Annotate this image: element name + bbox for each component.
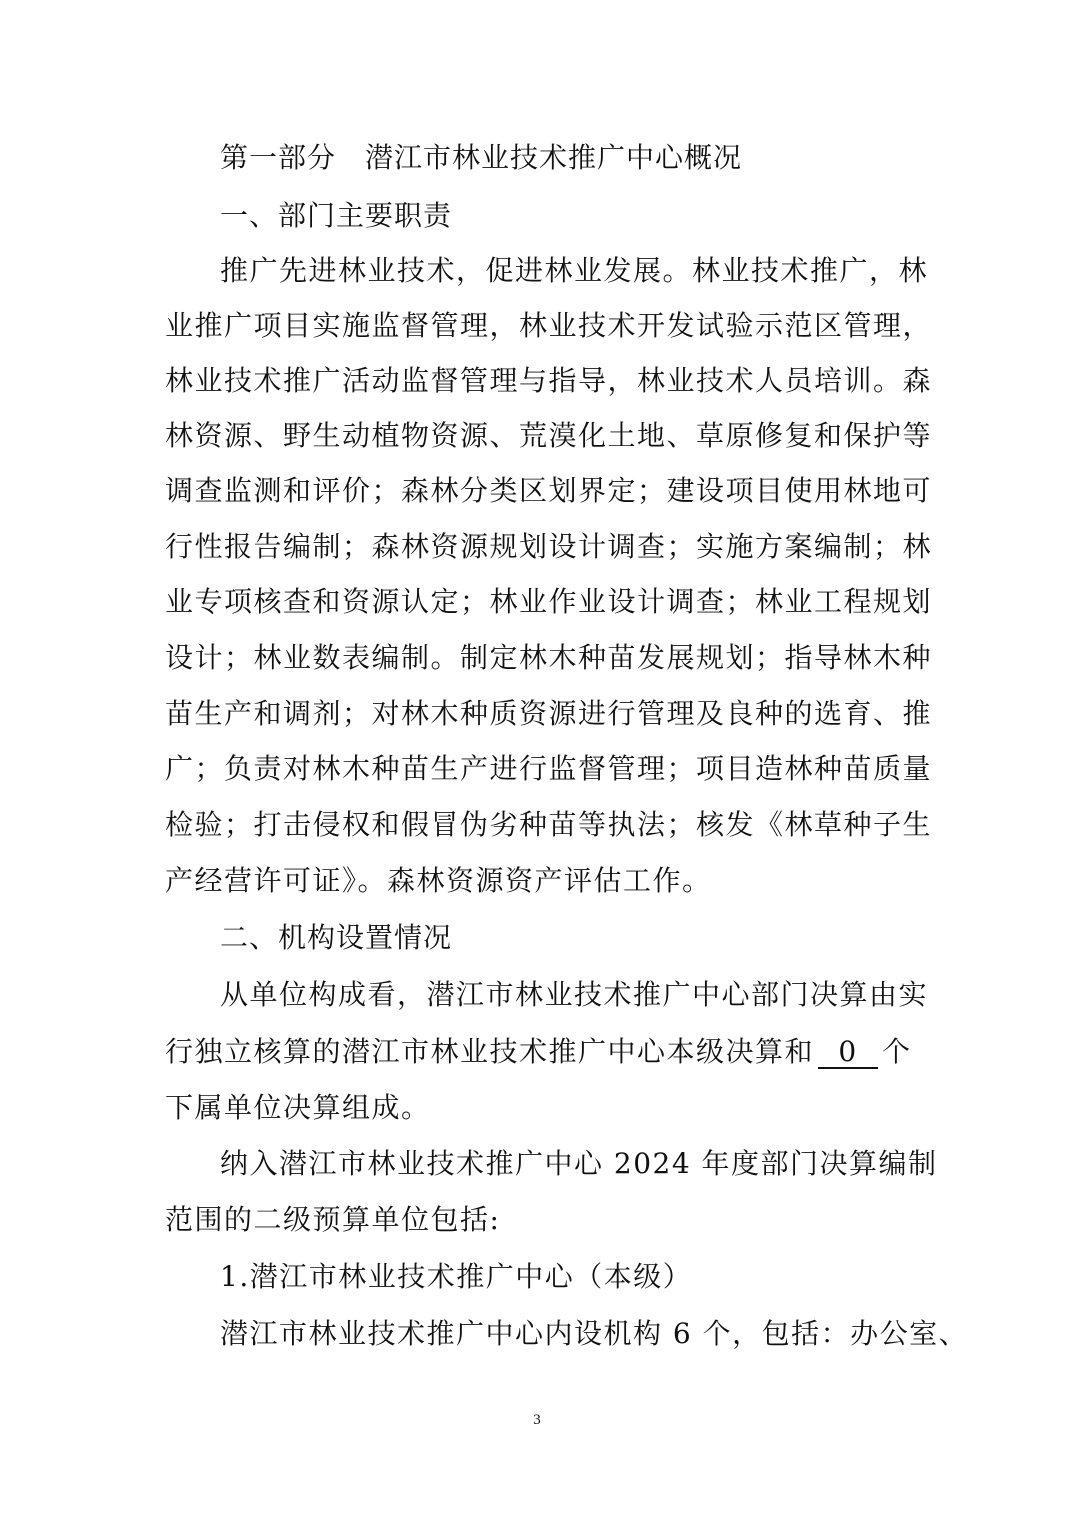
section2-para2-line1: 纳入潜江市林业技术推广中心 2024 年度部门决算编制 <box>220 1147 938 1180</box>
section1-line: 行性报告编制；森林资源规划设计调查；实施方案编制；林 <box>165 530 933 563</box>
part-title: 第一部分 潜江市林业技术推广中心概况 <box>220 141 743 174</box>
section1-line: 产经营许可证》。森林资源资产评估工作。 <box>165 864 712 897</box>
section1-line: 业推广项目实施监督管理，林业技术开发试验示范区管理， <box>165 309 933 342</box>
para1-line2-prefix: 行独立核算的潜江市林业技术推广中心本级决算和 <box>165 1035 815 1068</box>
section1-line: 广；负责对林木种苗生产进行监督管理；项目造林种苗质量 <box>165 752 933 785</box>
section2-para1-line1: 从单位构成看，潜江市林业技术推广中心部门决算由实 <box>220 978 929 1011</box>
page-number: 3 <box>533 1412 541 1428</box>
section1-line: 检验；打击侵权和假冒伪劣种苗等执法；核发《林草种子生 <box>165 808 933 841</box>
section1-line: 林资源、野生动植物资源、荒漠化土地、草原修复和保护等 <box>165 419 933 452</box>
section1-line: 调查监测和评价；森林分类区划界定；建设项目使用林地可 <box>165 474 933 507</box>
section1-heading: 一、部门主要职责 <box>220 199 453 232</box>
unit-list-item: 1.潜江市林业技术推广中心（本级） <box>220 1260 693 1293</box>
internal-structure-line: 潜江市林业技术推广中心内设机构 6 个，包括：办公室、 <box>220 1317 969 1350</box>
section1-line: 苗生产和调剂；对林木种质资源进行管理及良种的选育、推 <box>165 697 933 730</box>
section2-para1-line2 <box>165 1024 925 1080</box>
section2-para2-line2: 范围的二级预算单位包括: <box>165 1203 501 1236</box>
section1-line: 林业技术推广活动监督管理与指导，林业技术人员培训。森 <box>165 364 933 397</box>
section2-heading: 二、机构设置情况 <box>220 921 453 954</box>
section1-line: 业专项核查和资源认定；林业作业设计调查；林业工程规划 <box>165 585 933 618</box>
para1-line2-suffix: 个 <box>882 1035 912 1068</box>
section1-line: 设计；林业数表编制。制定林木种苗发展规划；指导林木种 <box>165 641 933 674</box>
section1-line: 推广先进林业技术，促进林业发展。林业技术推广，林 <box>220 254 929 287</box>
subordinate-count: 0 <box>818 1037 878 1069</box>
section2-para1-line3: 下属单位决算组成。 <box>165 1091 431 1124</box>
